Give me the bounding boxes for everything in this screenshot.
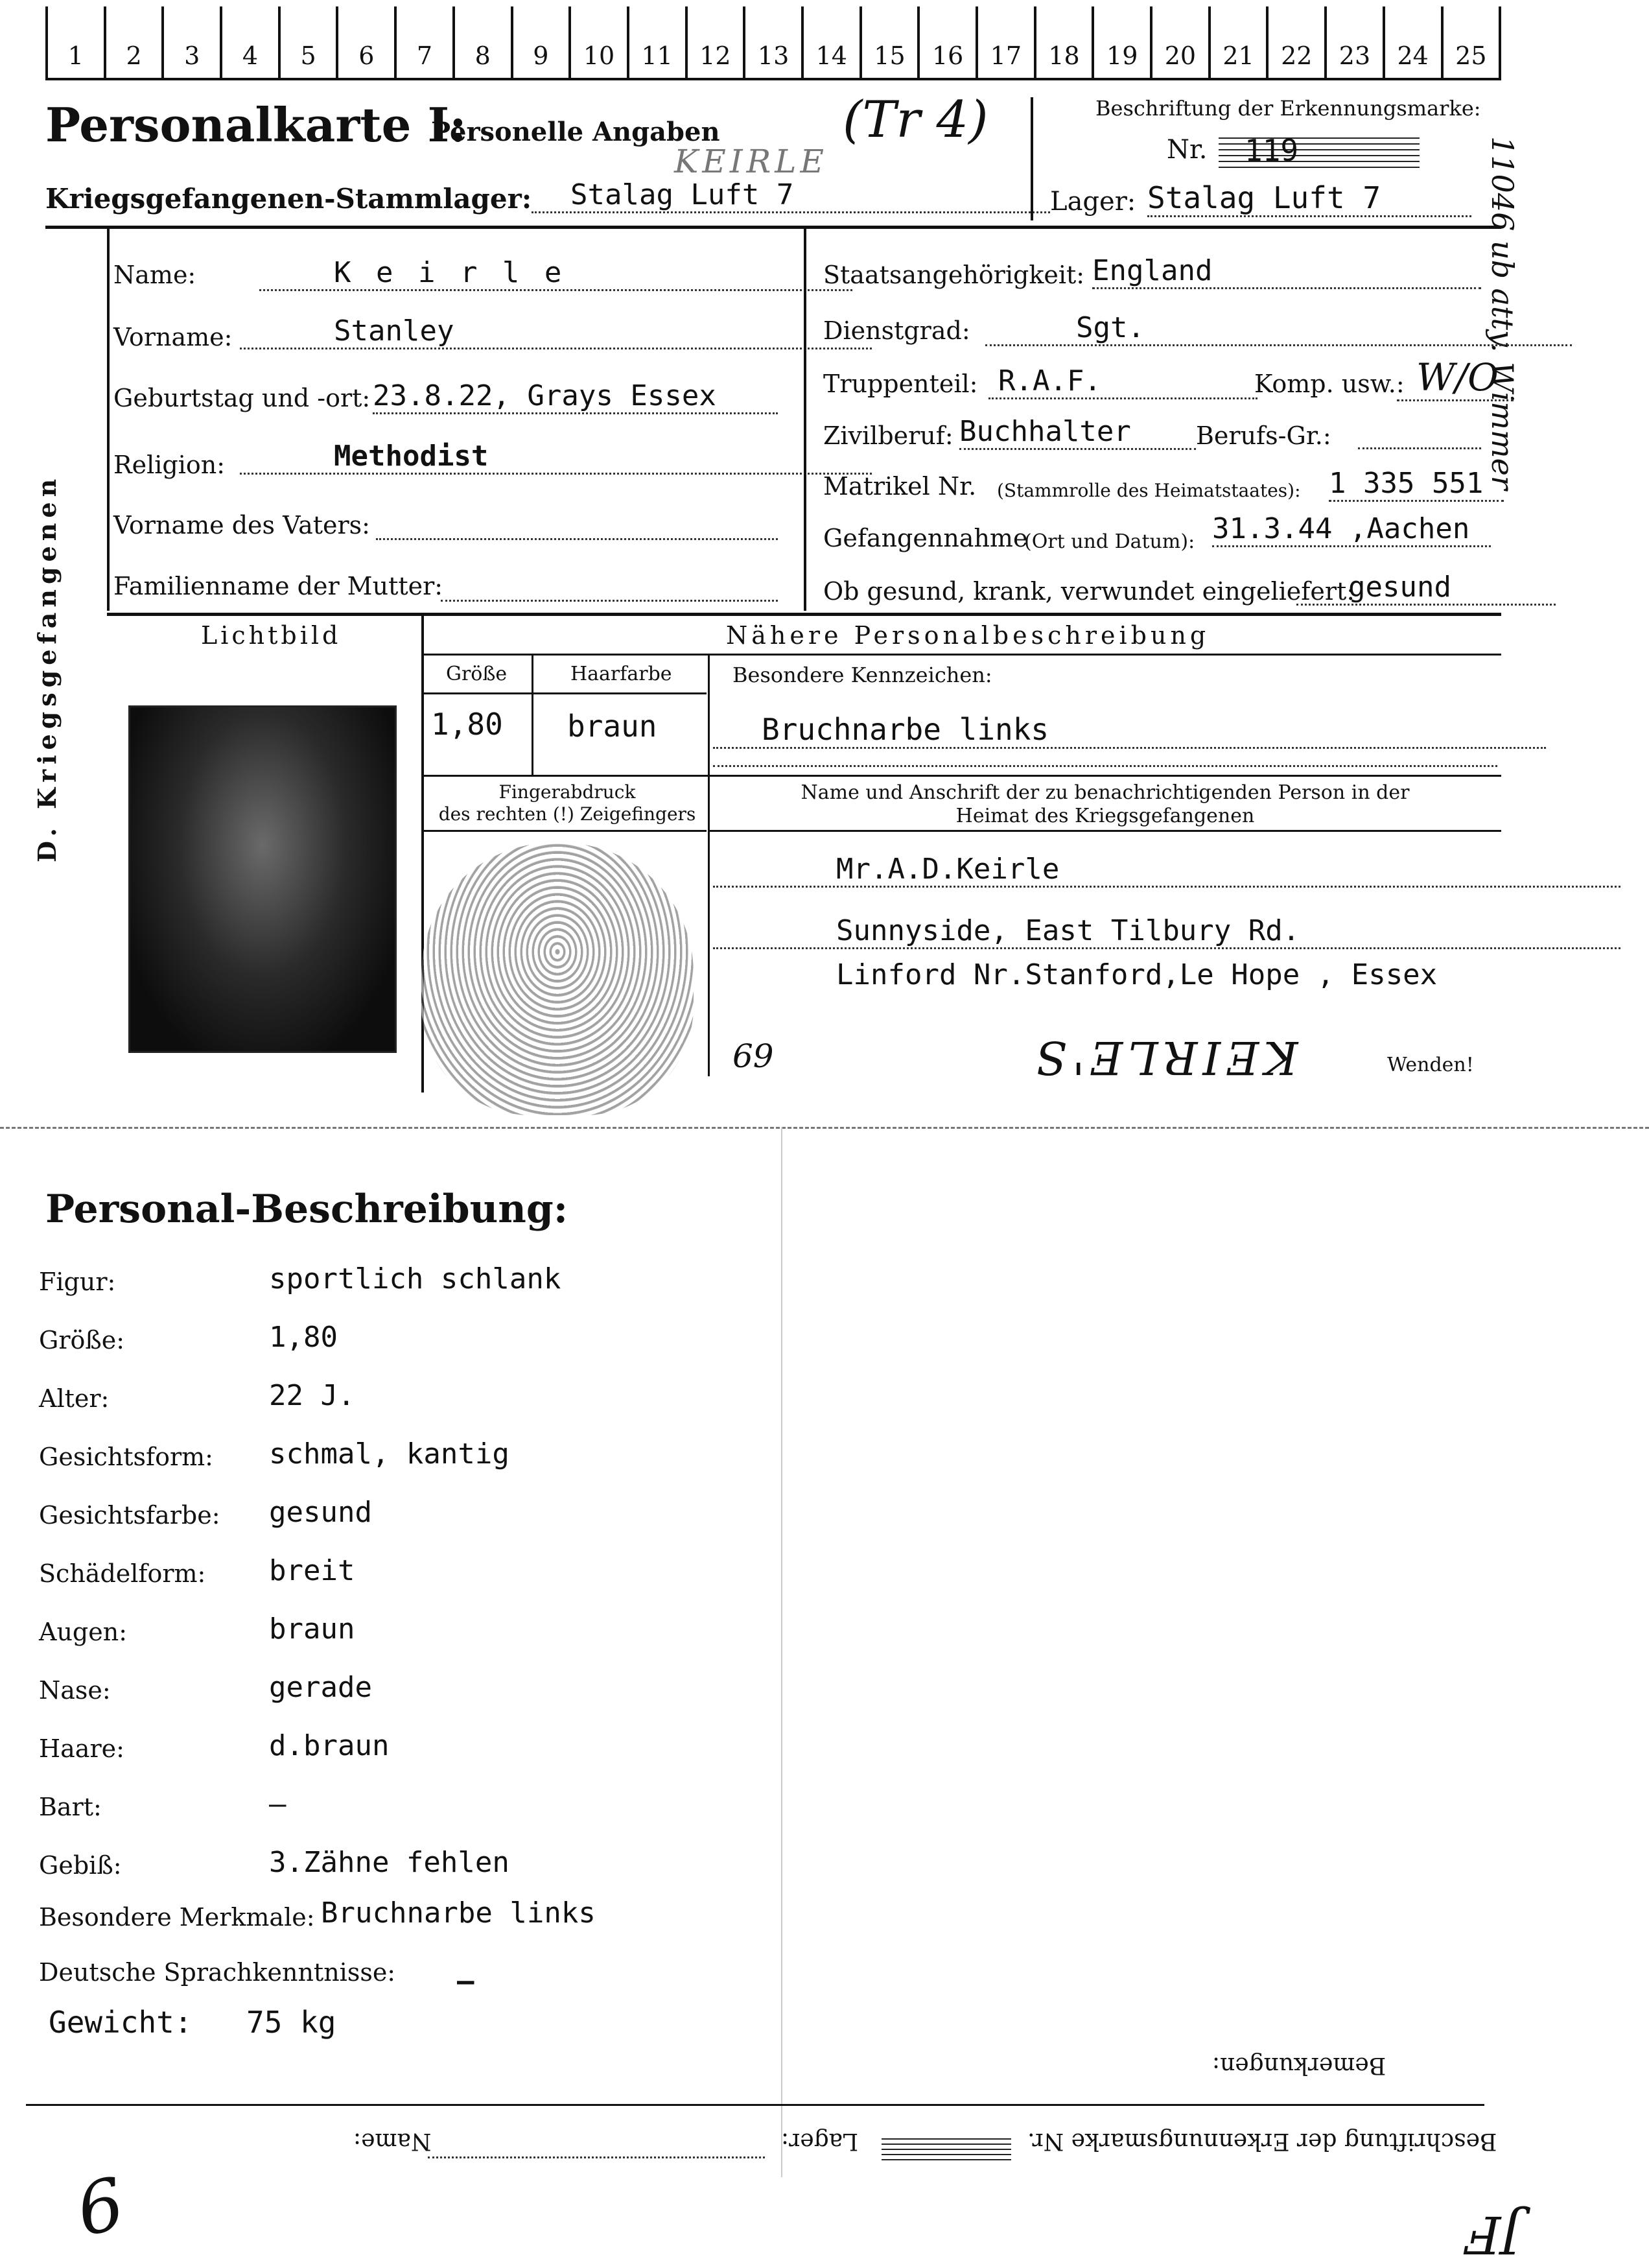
upside-name: Name: [353, 2128, 432, 2155]
number-cell: 7 [394, 6, 452, 78]
number-cell: 22 [1266, 6, 1324, 78]
groesse-rule [421, 692, 707, 694]
vorname-label: Vorname: [113, 323, 233, 351]
haarfarbe-label: Haarfarbe [570, 663, 672, 685]
number-cell: 16 [917, 6, 976, 78]
section-rule [107, 613, 1501, 616]
staat-value: England [1092, 254, 1481, 289]
naehere-rule [421, 654, 1501, 656]
upside-lager-line [428, 2154, 765, 2158]
mutter-label: Familienname der Mutter: [113, 572, 443, 600]
nr-label: Nr. [1167, 135, 1208, 165]
beschreibung-value: 22 J. [269, 1379, 355, 1412]
beschreibung-value: gerade [269, 1671, 372, 1704]
contact-rule [708, 830, 1501, 832]
groesse-divider [532, 655, 533, 775]
portrait-photo [128, 705, 397, 1053]
komp-label: Komp. usw.: [1254, 370, 1405, 398]
number-cell: 9 [511, 6, 569, 78]
matrikel-label: Matrikel Nr. [823, 472, 977, 501]
beschreibung-value: gesund [269, 1496, 372, 1529]
beschreibung-label: Größe: [39, 1326, 125, 1354]
finger-label-line-1: Fingerabdruck [498, 781, 636, 803]
header-divider [1031, 97, 1033, 220]
komp-value: W/O [1397, 355, 1514, 401]
groesse-value: 1,80 [431, 707, 503, 742]
geburt-label: Geburtstag und -ort: [113, 384, 371, 412]
fingerprint [421, 843, 694, 1115]
number-cell: 25 [1441, 6, 1502, 78]
gesund-value: gesund [1296, 571, 1556, 606]
beschreibung-title: Personal-Beschreibung: [45, 1187, 568, 1232]
truppenteil-label: Truppenteil: [823, 370, 978, 398]
number-cell: 11 [627, 6, 685, 78]
upside-nr-field [882, 2134, 1011, 2160]
kennzeichen-line-2 [713, 759, 1497, 767]
dienstgrad-value: Sgt. [985, 311, 1572, 346]
wenden-label: Wenden! [1387, 1054, 1474, 1076]
handwritten-note-top: (Tr 4) [843, 91, 988, 149]
matrikel-sub: (Stammrolle des Heimatstaates): [997, 480, 1301, 501]
beschreibung-label: Gebiß: [39, 1851, 122, 1880]
gefangen-value: 31.3.44 ,Aachen [1212, 512, 1491, 547]
merkmale-label: Besondere Merkmale: [39, 1903, 315, 1931]
number-cell: 3 [161, 6, 220, 78]
beschreibung-label: Gesichtsform: [39, 1443, 213, 1471]
number-cell: 20 [1150, 6, 1208, 78]
geburt-value: 23.8.22, Grays Essex [373, 379, 778, 414]
matrikel-value: 1 335 551 [1329, 467, 1504, 502]
number-cell: 14 [801, 6, 860, 78]
lager-label: Lager: [1050, 187, 1136, 217]
gefangen-sub: (Ort und Datum): [1024, 530, 1195, 553]
card-title: Personalkarte I: [45, 97, 467, 152]
number-strip [45, 6, 1501, 80]
sprach-label: Deutsche Sprachkenntnisse: [39, 1958, 396, 1987]
beschreibung-value: d.braun [269, 1729, 390, 1762]
religion-value: Methodist [240, 440, 872, 475]
truppenteil-value: R.A.F. [988, 364, 1257, 399]
finger-label [428, 781, 707, 825]
finger-rule [421, 775, 1501, 777]
contact-line-1: Mr.A.D.Keirle [713, 853, 1620, 888]
corner-mark-left: 6 [69, 2162, 132, 2252]
header-rule [45, 226, 1501, 229]
kennzeichen-label: Besondere Kennzeichen: [732, 663, 992, 687]
lager-value: Stalag Luft 7 [1147, 180, 1471, 217]
contact-line-3: Linford Nr.Stanford,Le Hope , Essex [836, 958, 1438, 991]
zivil-label: Zivilberuf: [823, 421, 953, 450]
stammlager-label: Kriegsgefangenen-Stammlager: [45, 183, 532, 215]
corner-mark-right: JF [1465, 2204, 1522, 2265]
zivil-value: Buchhalter [959, 415, 1196, 450]
number-cell: 5 [278, 6, 336, 78]
staat-label: Staatsangehörigkeit: [823, 261, 1085, 289]
number-cell: 17 [976, 6, 1034, 78]
beschreibung-value: 1,80 [269, 1321, 338, 1354]
number-cell: 2 [104, 6, 162, 78]
haarfarbe-value: braun [567, 709, 657, 744]
groesse-label: Größe [446, 663, 508, 685]
beschreibung-label: Figur: [39, 1268, 116, 1296]
footer-rule [26, 2104, 1484, 2106]
beschreibung-label: Haare: [39, 1734, 124, 1763]
number-cell: 12 [685, 6, 743, 78]
dienstgrad-label: Dienstgrad: [823, 316, 970, 345]
number-cell: 8 [452, 6, 511, 78]
beschreibung-label: Gesichtsfarbe: [39, 1501, 220, 1530]
merkmale-value: Bruchnarbe links [321, 1896, 596, 1930]
side-divider [107, 228, 110, 611]
beschreibung-value: 3.Zähne fehlen [269, 1846, 509, 1879]
number-cell: 19 [1092, 6, 1150, 78]
card-subtitle: Personelle Angaben [431, 117, 720, 147]
vater-label: Vorname des Vaters: [113, 511, 370, 539]
beschreibung-value: breit [269, 1554, 355, 1587]
lichtbild-label: Lichtbild [201, 621, 342, 650]
kennzeichen-divider [708, 655, 710, 1076]
upside-erkennung: Beschriftung der Erkennungsmarke Nr. [1027, 2128, 1497, 2155]
beschreibung-label: Nase: [39, 1676, 111, 1705]
beschreibung-value: sportlich schlank [269, 1262, 561, 1295]
contact-label-line-2: Heimat des Kriegsgefangenen [955, 805, 1255, 827]
number-cell: 21 [1208, 6, 1267, 78]
number-cell: 13 [743, 6, 801, 78]
sprach-value: – [457, 1965, 474, 1998]
berufs-label: Berufs-Gr.: [1196, 421, 1331, 450]
nr-value: 119 [1219, 133, 1420, 168]
bemerkungen-label: Bemerkungen: [1212, 2052, 1386, 2079]
side-handwriting: 11046 ub atty. Wimmer [1485, 136, 1520, 490]
berufs-value-line [1358, 434, 1481, 449]
gesund-label: Ob gesund, krank, verwundet eingeliefert: [823, 577, 1355, 606]
vater-value-line [376, 525, 778, 540]
naehere-label: Nähere Personalbeschreibung [726, 621, 1210, 650]
number-cell: 15 [860, 6, 918, 78]
number-cell: 23 [1324, 6, 1383, 78]
gewicht-value: 75 kg [246, 2005, 336, 2040]
religion-label: Religion: [113, 451, 226, 479]
handwritten-name-top: KEIRLE [674, 143, 828, 180]
erkennung-label: Beschriftung der Erkennungsmarke: [1095, 96, 1481, 121]
fold-line [0, 1127, 1649, 1129]
contact-line-2: Sunnyside, East Tilbury Rd. [713, 914, 1620, 949]
contact-label [713, 781, 1497, 828]
number-cell: 10 [568, 6, 627, 78]
number-cell: 24 [1383, 6, 1441, 78]
number-cell: 4 [220, 6, 278, 78]
number-cell: 1 [45, 6, 104, 78]
contact-label-line-1: Name und Anschrift der zu benachrichtigenden Person in der [801, 781, 1410, 804]
side-label: D. Kriegsgefangenen [32, 473, 62, 862]
name-value: K e i r l e [259, 256, 852, 291]
handwritten-small: 69 [732, 1037, 774, 1075]
upside-lager: Lager: [781, 2128, 859, 2155]
handwritten-keirles: KEIRLE'S [1031, 1031, 1298, 1084]
kennzeichen-value: Bruchnarbe links [713, 712, 1546, 749]
number-cell: 18 [1034, 6, 1092, 78]
beschreibung-value: – [269, 1788, 287, 1821]
name-label: Name: [113, 261, 196, 289]
stammlager-value: Stalag Luft 7 [532, 178, 1050, 213]
beschreibung-label: Bart: [39, 1793, 102, 1821]
vorname-value: Stanley [240, 314, 872, 349]
beschreibung-value: schmal, kantig [269, 1437, 509, 1471]
center-fold [781, 1127, 782, 2177]
beschreibung-label: Alter: [39, 1384, 110, 1413]
gefangen-label: Gefangennahme [823, 524, 1028, 552]
beschreibung-value: braun [269, 1612, 355, 1646]
number-cell: 6 [336, 6, 394, 78]
beschreibung-label: Augen: [39, 1618, 128, 1646]
mutter-value-line [441, 587, 778, 602]
finger-label-line-2: des rechten (!) Zeigefingers [438, 803, 696, 825]
middle-divider [804, 228, 806, 611]
finger-label-rule [421, 830, 707, 832]
gewicht-label: Gewicht: [49, 2005, 193, 2040]
beschreibung-label: Schädelform: [39, 1559, 206, 1588]
